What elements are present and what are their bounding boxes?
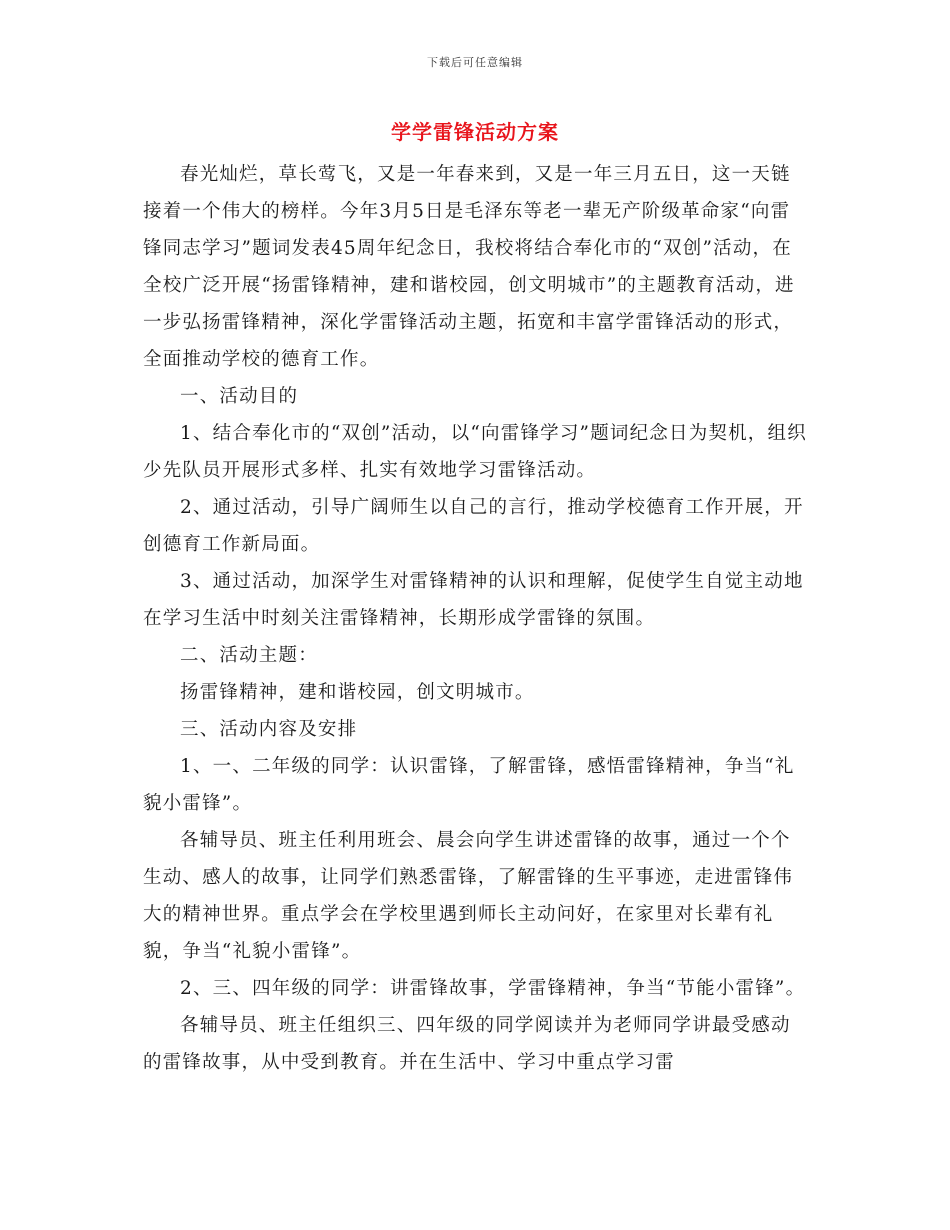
document-title: 学学雷锋活动方案 xyxy=(391,120,559,144)
goal-item-1: 1、结合奉化市的“双创”活动，以“向雷锋学习”题词纪念日为契机，组织少先队员开展形式多样、扎实有效地学习雷锋活动。 xyxy=(143,423,807,481)
section-heading-theme: 二、活动主题： xyxy=(180,645,318,666)
content-item-2-detail: 各辅导员、班主任组织三、四年级的同学阅读并为老师同学讲最受感动的雷锋故事，从中受到教育。并在生活中、学习中重点学习雷 xyxy=(143,1015,791,1073)
intro-paragraph: 春光灿烂，草长莺飞，又是一年春来到，又是一年三月五日，这一天链接着一个伟大的榜样。今年3月5日是毛泽东等老一辈无产阶级革命家“向雷锋同志学习”题词发表45周年纪念日，我校将结合奉化市的“双创”活动，在全校广泛开展“扬雷锋精神，建和谐校园，创文明城市”的主题教育活动，进一步弘扬雷锋精神，深化学雷锋活动主题，拓宽和丰富学雷锋活动的形式，全面推动学校的德育工作。 xyxy=(143,164,795,370)
content-item-2: 2、三、四年级的同学：讲雷锋故事，学雷锋精神，争当“节能小雷锋”。 xyxy=(180,978,806,999)
header-note: 下载后可任意编辑 xyxy=(427,56,523,69)
goal-item-3: 3、通过活动，加深学生对雷锋精神的认识和理解，促使学生自觉主动地在学习生活中时刻关注雷锋精神，长期形成学雷锋的氛围。 xyxy=(143,571,804,629)
section-heading-goals: 一、活动目的 xyxy=(180,386,299,407)
content-item-1-detail: 各辅导员、班主任利用班会、晨会向学生讲述雷锋的故事，通过一个个生动、感人的故事，让同学们熟悉雷锋，了解雷锋的生平事迹，走进雷锋伟大的精神世界。重点学会在学校里遇到师长主动问好，在家里对长辈有礼貌，争当“礼貌小雷锋”。 xyxy=(143,830,794,962)
theme-text: 扬雷锋精神，建和谐校园，创文明城市。 xyxy=(180,682,535,703)
content-item-1: 1、一、二年级的同学：认识雷锋，了解雷锋，感悟雷锋精神，争当“礼貌小雷锋”。 xyxy=(143,756,795,814)
goal-item-2: 2、通过活动，引导广阔师生以自己的言行，推动学校德育工作开展，开创德育工作新局面。 xyxy=(143,497,804,555)
section-heading-content: 三、活动内容及安排 xyxy=(180,719,358,740)
document-body xyxy=(143,156,807,1081)
